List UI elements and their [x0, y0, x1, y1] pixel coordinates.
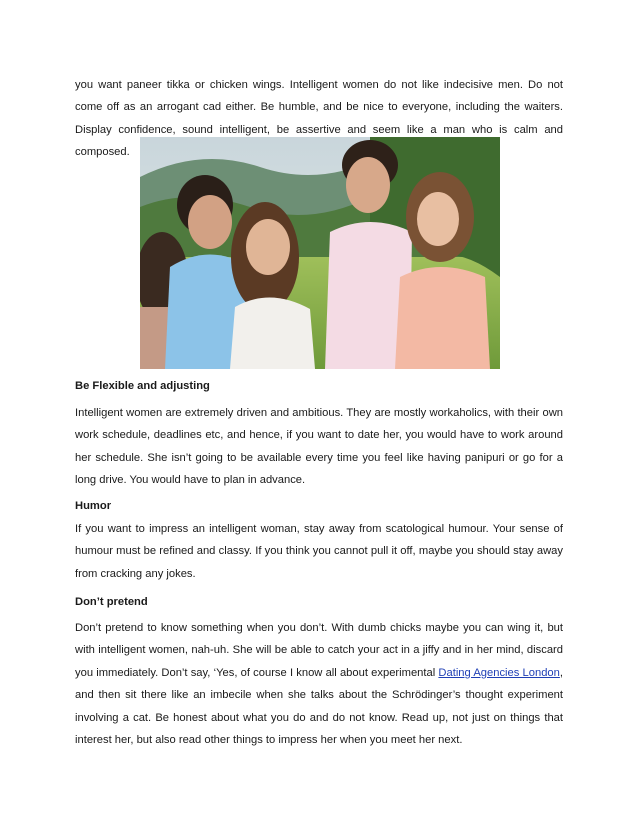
flexible-paragraph: Intelligent women are extremely driven and ambitious. They are mostly workaholics, with their own work schedule, deadlines etc, and hence, if you want to date her, you would have to work around her schedule. She isn’t going to be available every time you feel like having panipuri or go for a long drive. You would have to plan in advance.: [75, 407, 563, 487]
heading-dont-pretend: Don’t pretend: [75, 596, 148, 608]
pretend-text-before-link: Don’t pretend to know something when you don’t. With dumb chicks maybe you can wing it, but with intelligent women, nah-uh. She will be able to catch your act in a jiffy and in her mind, discard you immediately. Don’t say, ‘Yes, of course I know all about experimental: [75, 622, 563, 679]
pretend-text-after-link: , and then sit there like an imbecile when she talks about the Schrödinger’s thought experiment involving a cat. Be honest about what you do and do not know. Read up, not just on things that interest her, but also read other things to impress her when you meet her next.: [75, 666, 563, 747]
dating-agencies-link[interactable]: Dating Agencies London: [438, 666, 560, 679]
humor-paragraph: If you want to impress an intelligent woman, stay away from scatological humour. Your sense of humour must be refined and classy. If you think you cannot pull it off, maybe you should stay away from cracking any jokes.: [75, 523, 563, 580]
intro-paragraph: you want paneer tikka or chicken wings. Intelligent women do not like indecisive men. Do not come off as an arrogant cad either. Be humble, and be nice to everyone, including the waiters. Display confidence, sound intelligent, be assertive and seem like a man who is calm and composed.: [75, 79, 563, 159]
pretend-paragraph: [75, 617, 563, 751]
heading-humor: Humor: [75, 500, 112, 512]
group-photo: [140, 137, 500, 369]
heading-be-flexible: Be Flexible and adjusting: [75, 380, 210, 392]
